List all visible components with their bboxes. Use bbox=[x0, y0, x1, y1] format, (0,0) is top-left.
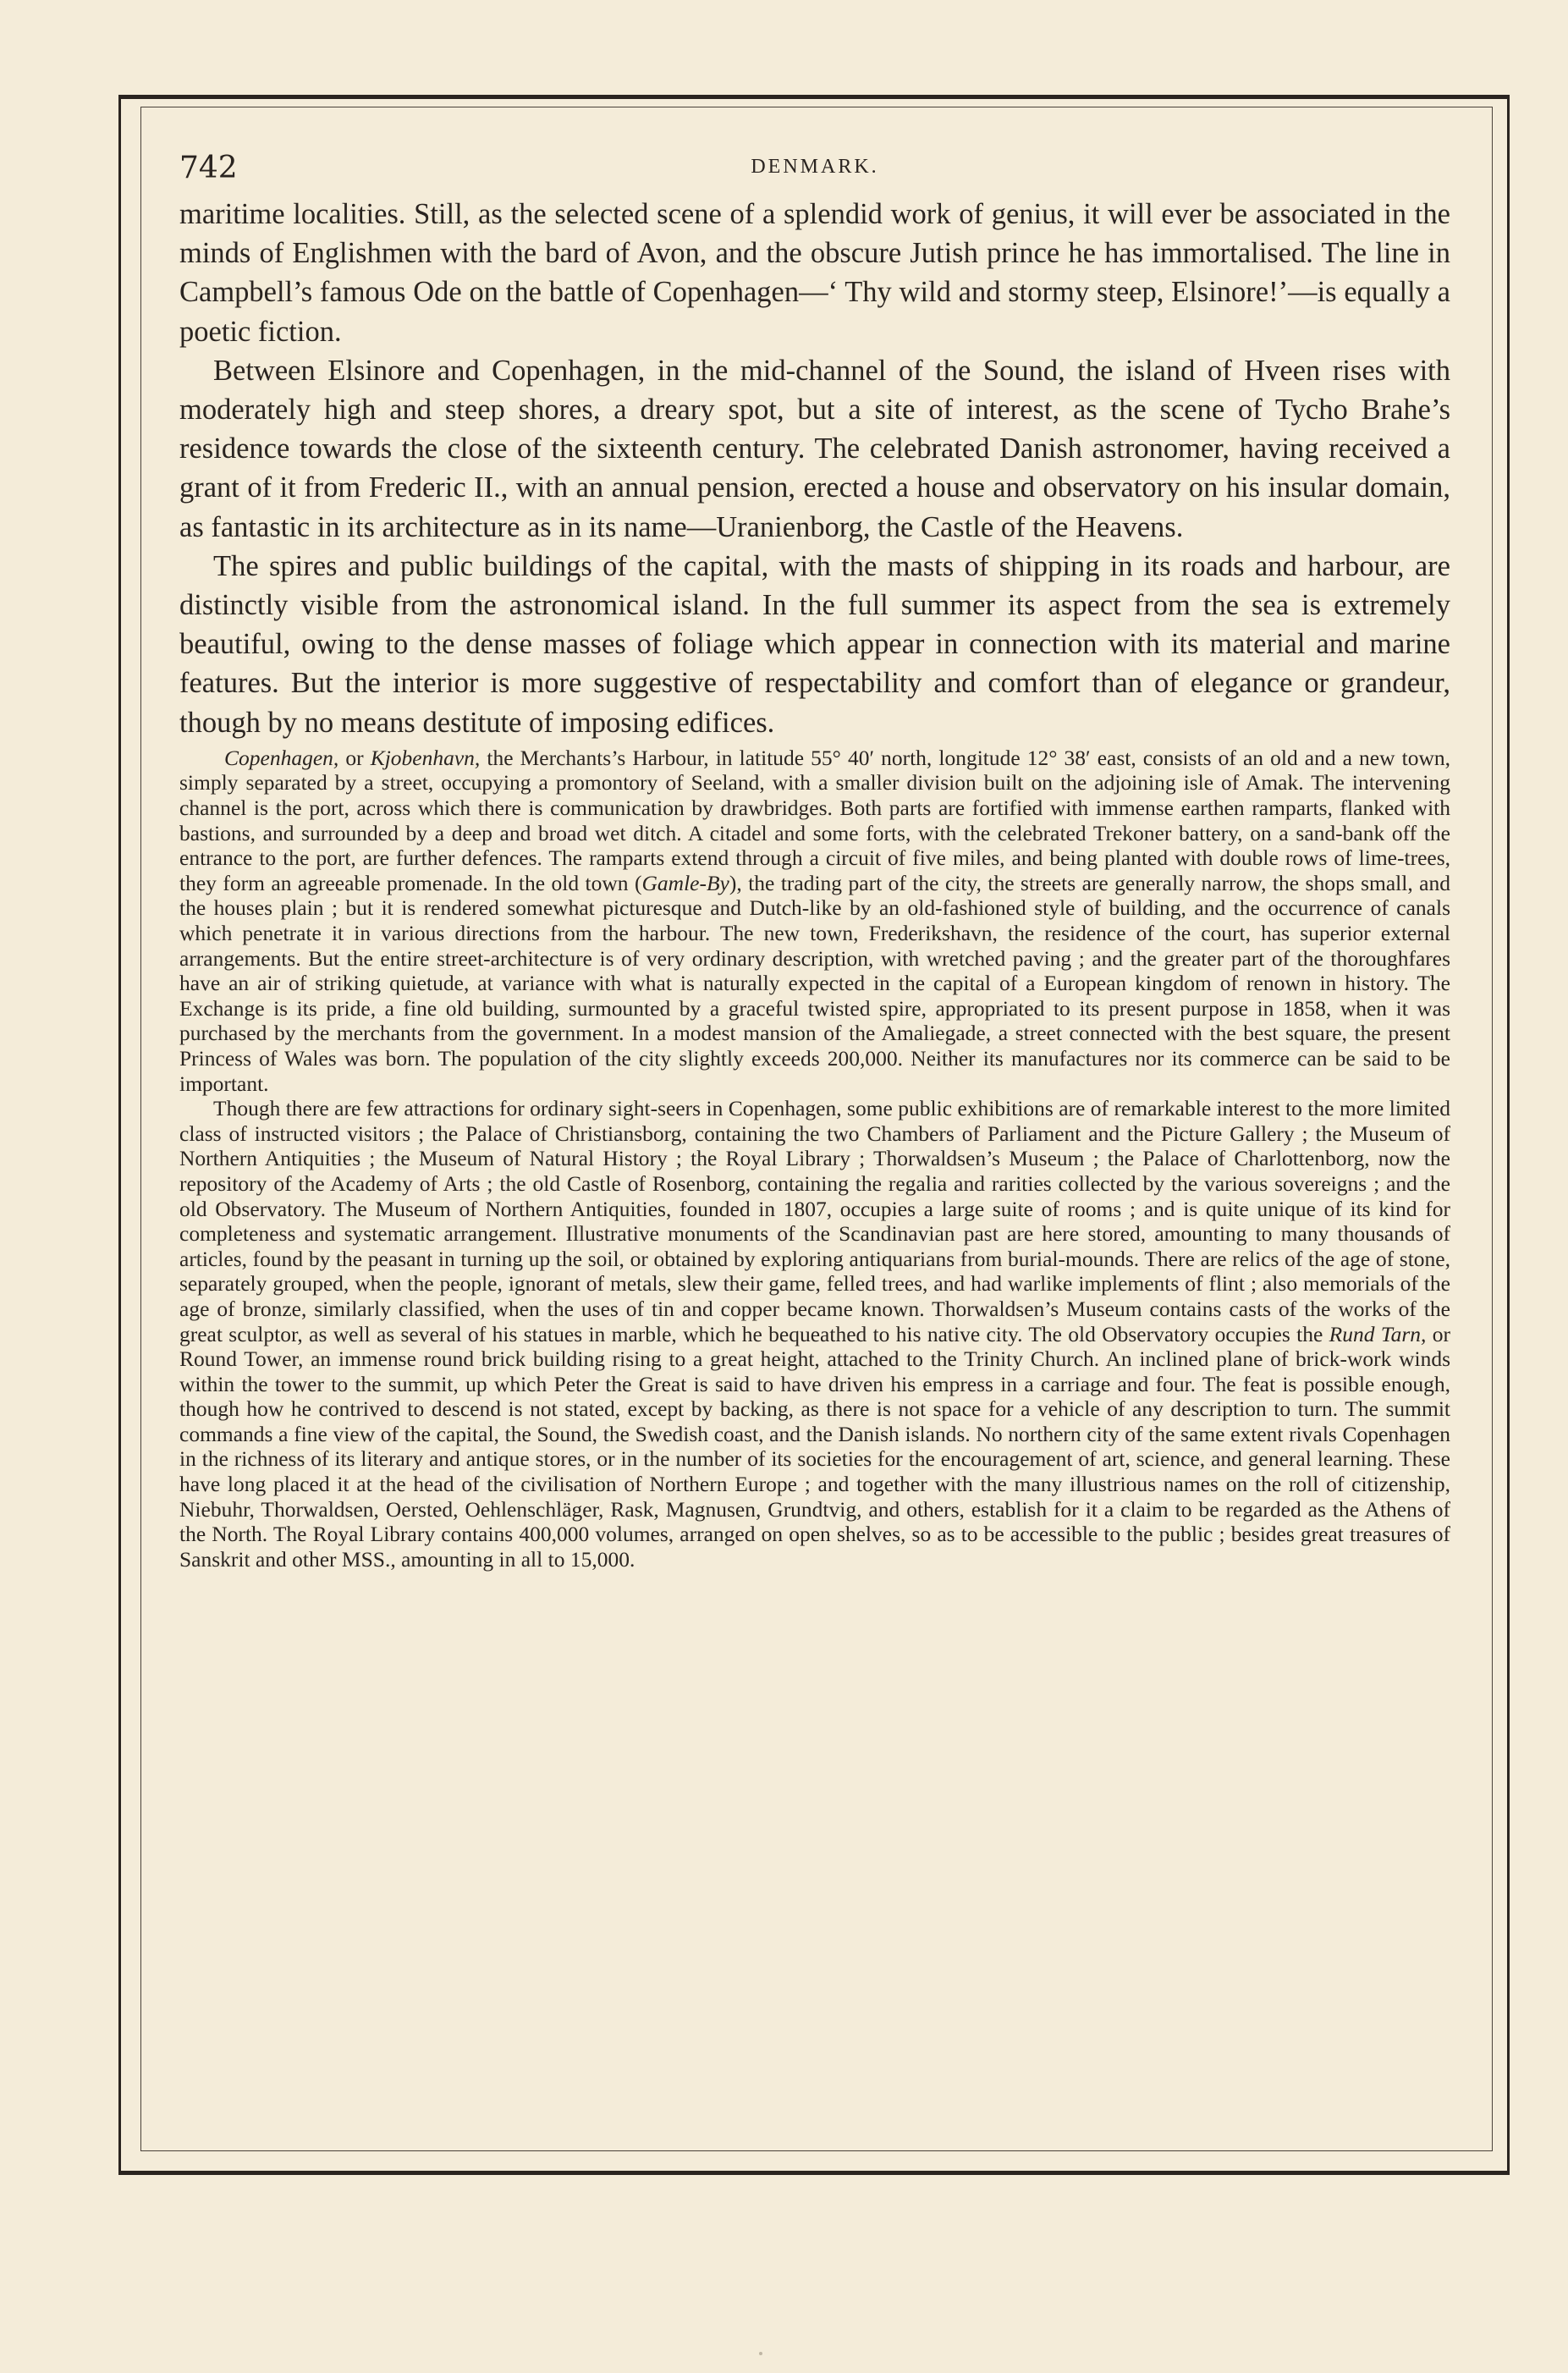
paragraph-maritime: maritime localities. Still, as the selected scene of a splendid work of genius, it will ever be associated in the minds of Englishmen with the bard of Avon, and the obscure Jutish prince he has immortalised. The line in Campbell’s famous Ode on the battle of Copenhagen—‘ Thy wild and stormy steep, Elsinore!’—is equally a poetic fiction. bbox=[179, 198, 1450, 348]
paragraph-attractions bbox=[179, 1096, 1450, 1572]
term-gamle-by: Gamle-By bbox=[641, 870, 729, 895]
page-content bbox=[179, 151, 1450, 1572]
page-number: 742 bbox=[179, 151, 238, 185]
paragraph-hveen: Between Elsinore and Copenhagen, in the mid-channel of the Sound, the island of Hveen rises with moderately high and steep shores, a dreary spot, but a site of interest, as the scene of Tycho Brahe’s residence towards the close of the sixteenth century. The celebrated Danish astronomer, having received a grant of it from Frederic II., with an annual pension, erected a house and observatory on his insular domain, as fantastic in its architecture as in its name—Uranienborg, the Castle of the Heavens. bbox=[179, 354, 1450, 543]
conjunction-or: or bbox=[338, 745, 371, 770]
term-copenhagen: Copenhagen, bbox=[224, 745, 339, 770]
main-text bbox=[179, 195, 1450, 742]
small-print-text bbox=[179, 746, 1450, 1572]
paragraph-spires: The spires and public buildings of the capital, with the masts of shipping in its roads and harbour, are distinctly visible from the astronomical island. In the full summer its aspect from the sea is extremely beautiful, owing to the dense masses of foliage which appear in connection with its material and marine features. But the interior is more suggestive of respectability and comfort than of elegance or grandeur, though by no means destitute of imposing edifices. bbox=[179, 549, 1450, 739]
copenhagen-text-2: ), the trading part of the city, the streets are generally narrow, the shops small, and the houses plain ; but it is rendered somewhat picturesque and Dutch-like by an old-fashioned style of building, and the occurrence of canals which penetrate it in various directions from the harbour. The new town, Frederikshavn, the residence of the court, has superior external arrangements. But the entire street-architecture is of very ordinary description, with wretched paving ; and the greater part of the thoroughfares have an air of striking quietude, at variance with what is naturally expected in the capital of a European kingdom of renown in history. The Exchange is its pride, a fine old building, surmounted by a graceful twisted spire, appropriated to its present purpose in 1858, when it was purchased by the merchants from the government. In a modest mansion of the Amaliegade, a street connected with the best square, the present Princess of Wales was born. The population of the city slightly exceeds 200,000. Neither its manufactures nor its commerce can be said to be important. bbox=[179, 870, 1450, 1096]
attractions-text-2: or Round Tower, an immense round brick building rising to a great height, attached to the Trinity Church. An inclined plane of brick-work winds within the tower to the summit, up which Peter the Great is said to have driven his empress in a carriage and four. The feat is possible enough, though how he contrived to descend is not stated, except by backing, as there is not space for a vehicle of any description to turn. The summit commands a fine view of the capital, the Sound, the Swedish coast, and the Danish islands. No northern city of the same extent rivals Copenhagen in the richness of its literary and antique stores, or in the number of its societies for the encouragement of art, science, and general learning. These have long placed it at the head of the civilisation of Northern Europe ; and together with the many illustrious names on the roll of citizenship, Niebuhr, Thorwaldsen, Oersted, Oehlenschläger, Rask, Magnusen, Grundtvig, and others, establish for it a claim to be regarded as the Athens of the North. The Royal Library contains 400,000 volumes, arranged on open shelves, so as to be accessible to the public ; besides great treasures of Sanskrit and other MSS., amounting in all to 15,000. bbox=[179, 1321, 1451, 1572]
paper-speck bbox=[759, 2352, 762, 2355]
paragraph-copenhagen bbox=[179, 746, 1450, 1096]
copenhagen-text-1: the Merchants’s Harbour, in latitude 55° 40′ north, longitude 12° 38′ east, consists of an old and a new town, simply separated by a street, occupying a promontory of Seeland, with a smaller division built on the adjoining isle of Amak. The intervening channel is the port, across which there is communication by drawbridges. Both parts are fortified with immense earthen ramparts, flanked with bastions, and surrounded by a deep and broad wet ditch. A citadel and some forts, with the celebrated Trekoner battery, on a sand-bank off the entrance to the port, are further defences. The ramparts extend through a circuit of five miles, and being planted with double rows of lime-trees, they form an agreeable promenade. In the old town ( bbox=[179, 745, 1450, 895]
term-kjobenhavn: Kjobenhavn, bbox=[370, 745, 481, 770]
running-head bbox=[179, 151, 1450, 195]
term-rund-tarn: Rund Tarn, bbox=[1329, 1321, 1427, 1346]
section-title: DENMARK. bbox=[751, 156, 879, 178]
attractions-text-1: Though there are few attractions for ordinary sight-seers in Copenhagen, some public exhibitions are of remarkable interest to the more limited class of instructed visitors ; the Palace of Christiansborg, containing the two Chambers of Parliament and the Picture Gallery ; the Museum of Northern Antiquities ; the Museum of Natural History ; the Royal Library ; Thorwaldsen’s Museum ; the Palace of Charlottenborg, now the repository of the Academy of Arts ; the old Castle of Rosenborg, containing the regalia and rarities collected by the various sovereigns ; and the old Observatory. The Museum of Northern Antiquities, founded in 1807, occupies a large suite of rooms ; and is quite unique of its kind for completeness and systematic arrangement. Illustrative monuments of the Scandinavian past are here stored, amounting to many thousands of articles, found by the peasant in turning up the soil, or obtained by exploring antiquarians from burial-mounds. There are relics of the age of stone, separately grouped, when the people, ignorant of metals, slew their game, felled trees, and had warlike implements of flint ; also memorials of the age of bronze, similarly classified, when the uses of tin and copper became known. Thorwaldsen’s Museum contains casts of the works of the great sculptor, as well as several of his statues in marble, which he bequeathed to his native city. The old Observatory occupies the bbox=[179, 1096, 1450, 1346]
